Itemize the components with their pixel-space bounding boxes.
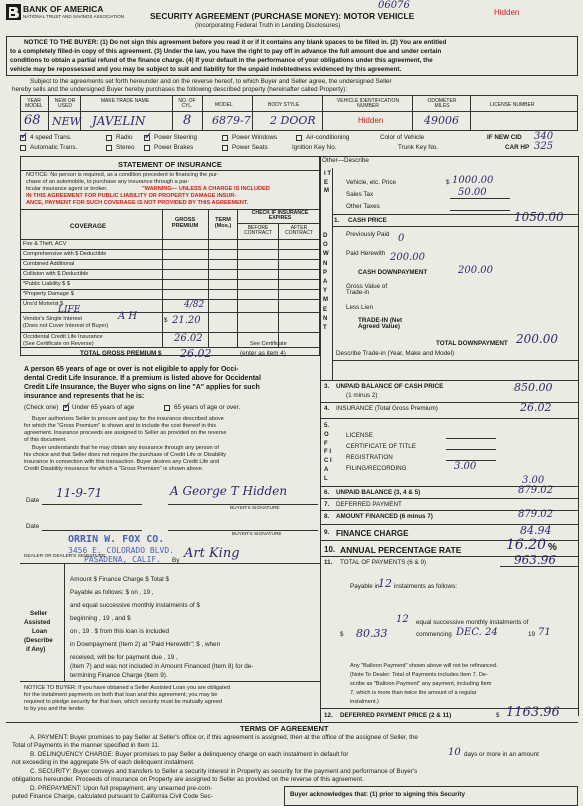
r-item10-label: ANNUAL PERCENTAGE RATE <box>340 545 462 555</box>
col-after: AFTER CONTRACT <box>285 225 313 236</box>
r-item5-total: 3.00 <box>522 475 545 486</box>
r-paid-herewith-label: Paid Herewith <box>346 250 386 257</box>
auth-line-7: insurance in connection with this transaction. Buyer desires any Credit Life and <box>24 459 220 465</box>
ins-row-property: *Property Damage $ <box>23 291 74 297</box>
opt-power-brakes: Power Brakes <box>154 144 194 151</box>
dealer-stamp-3: PASADENA, CALIF. <box>84 555 162 564</box>
loan-notice-3: required to pledge security for that loan, which security must be mutually agreed <box>24 699 223 705</box>
loan-side-4: (Describe <box>24 637 53 644</box>
opt-automatic: Automatic Trans. <box>30 144 78 151</box>
age-line-1: A person 65 years of age or over is not eligible to apply for Occi- <box>24 366 239 373</box>
r-balloon-5: instalment.) <box>350 699 379 705</box>
r-monthly-dollar: $ <box>340 631 344 638</box>
r-vehicle-price-dollar: $ <box>446 179 450 186</box>
col-gross: GROSS PREMIUM <box>171 217 199 229</box>
ins-life-term-hw: 4/82 <box>184 300 205 310</box>
terms-b1-days: 10 <box>448 747 461 758</box>
dealer-stamp-2: 3456 E. COLORADO BLVD. <box>68 546 174 555</box>
loan-line-3: and equal successive monthly instalments of $ <box>70 602 200 609</box>
loan-line-9: termining Finance Charge (Item 9). <box>70 672 168 679</box>
ins-life-hw: LIFE <box>58 305 81 315</box>
auth-line-4: of this document. <box>24 437 67 443</box>
opt-car-hp-label: CAR HP <box>505 144 530 151</box>
r-item12: 1163.96 <box>506 705 560 720</box>
r-sales-tax-label: Sales Tax <box>346 191 374 198</box>
checkbox-power-brakes[interactable] <box>144 145 150 151</box>
vh-license: LICENSE NUMBER <box>490 102 535 108</box>
opt-stereo: Stereo <box>116 144 135 151</box>
vh-year: YEAR MODEL <box>25 98 43 109</box>
terms-c2: obligations hereunder. Proceeds of insurance on Property are assigned to Seller as provided on the reverse of this agreement. <box>12 776 364 783</box>
r-item7-label: DEFERRED PAYMENT <box>336 501 402 508</box>
other-describe-label: Other—Describe <box>322 157 369 164</box>
vehicle-new-used: NEW <box>52 115 81 128</box>
r-filing: 3.00 <box>454 461 477 472</box>
vehicle-make: JAVELIN <box>92 114 146 128</box>
ins-row-collision: Collision with $ Deductible <box>23 271 89 277</box>
form-title: SECURITY AGREEMENT (PURCHASE MONEY): MOTOR VEHICLE <box>150 11 415 21</box>
bank-name: BANK OF AMERICA <box>23 4 104 14</box>
terms-d2: puted Finance Charge, calculated pursuant to California Civil Code Sec- <box>12 793 213 800</box>
notice-box <box>6 36 578 76</box>
loan-side-2: Assisted <box>24 619 51 626</box>
loan-line-6: in Downpayment (Item 2) at "Paid Herewith"; $ , when <box>70 641 221 648</box>
vh-body: BODY STYLE <box>268 102 300 108</box>
r-total-down-label: TOTAL DOWNPAYMENT <box>436 340 508 347</box>
terms-c1: C. SECURITY: Buyer conveys and transfers to Seller a security interest in Property as security for the payment and performance of Buyer's <box>30 768 418 775</box>
dealer-stamp-1: ORRIN W. FOX CO. <box>68 534 165 545</box>
age-line-4: insurance and represents that he is: <box>24 393 145 400</box>
r-vehicle-price: 1000.00 <box>452 175 494 186</box>
checkbox-power-steering[interactable] <box>144 135 150 141</box>
opt-power-seats: Power Seats <box>232 144 268 151</box>
buyer-sig-label-2: BUYER'S SIGNATURE <box>232 532 282 537</box>
ins-vsi-value: 21.20 <box>172 315 201 326</box>
auth-line-5: Buyer understands that he may obtain any insurance through any person of <box>32 445 219 451</box>
vh-model: MODEL <box>215 102 233 108</box>
vh-cyl: NO. OF CYL. <box>178 98 196 109</box>
r-item11-num: 11. <box>324 559 333 566</box>
r-monthly-amount: 80.33 <box>356 627 388 640</box>
ins-warning-2: IN THIS AGREEMENT FOR PUBLIC LIABILITY OR PROPERTY DAMAGE INSUR- <box>26 193 237 199</box>
vh-new-used: NEW OR USED <box>54 98 76 109</box>
r-item11: 963.96 <box>514 553 556 567</box>
r-payable-suffix: instalments as follows: <box>394 583 457 590</box>
r-registration-label: REGISTRATION <box>346 454 393 461</box>
r-item4: 26.02 <box>520 401 552 414</box>
buyer-sig-label: BUYER'S SIGNATURE <box>230 506 280 511</box>
loan-line-4: beginning , 19 , and $ <box>70 615 131 622</box>
r-item8-num: 8. <box>324 513 330 520</box>
r-commencing-date: DEC. 24 <box>456 627 498 638</box>
fees-letter-col: 5. O F F I C I A L <box>324 423 332 482</box>
loan-side-1: Seller <box>30 610 48 617</box>
insurance-heading: STATEMENT OF INSURANCE <box>118 160 222 169</box>
r-cash-price: 1050.00 <box>514 210 564 224</box>
r-cash-down: 200.00 <box>458 265 493 276</box>
ins-total-note: (enter as item 4) <box>240 350 286 357</box>
checkbox-power-windows[interactable] <box>222 135 228 141</box>
r-other-taxes-label: Other Taxes <box>346 203 380 210</box>
notice-line-4: vehicle may be repossessed and you may be subject to suit and liability for the unpaid indebtedness evidenced by this agreement. <box>10 66 402 73</box>
checkbox-automatic[interactable] <box>20 145 26 151</box>
r-cert-title-label: CERTIFICATE OF TITLE <box>346 443 416 450</box>
loan-side-3: Loan <box>32 628 48 635</box>
r-payable-count: 12 <box>378 577 392 590</box>
r-item3-sub: (1 minus 2) <box>346 392 378 399</box>
r-less-lien-label: Less Lien <box>346 304 373 311</box>
terms-b2: not exceeding in the aggregate 5% of each delinquent instalment. <box>12 759 195 766</box>
r-item9-label: FINANCE CHARGE <box>336 529 409 538</box>
age-line-2: dental Credit Life Insurance. If a premium is listed above for Occidental <box>24 375 261 382</box>
r-total-down: 200.00 <box>516 332 558 346</box>
item-letter-col: I T E M <box>324 171 331 194</box>
ins-see-certificate: See Certificate <box>250 341 287 347</box>
r-commencing-19: 19 <box>528 631 536 638</box>
r-paid-herewith: 200.00 <box>390 252 425 263</box>
loan-notice-2: for the instalment payments on both that loan and this agreement; you may be <box>24 692 218 698</box>
r-commencing-label: commencing <box>416 631 452 638</box>
ins-notice-2: chase of an automobile, to purchase any insurance through a par- <box>26 179 190 185</box>
vh-vin: VEHICLE IDENTIFICATION NUMBER <box>336 98 400 109</box>
checkbox-stereo[interactable] <box>106 145 112 151</box>
auth-line-2: for which the "Gross Premium" is shown and to include the cost thereof in this <box>24 423 217 429</box>
checkbox-air[interactable] <box>296 135 302 141</box>
vehicle-year: 68 <box>24 113 41 128</box>
bank-logo-icon <box>6 4 21 20</box>
auth-line-6: his choice and that Seller does not require the purchase of Credit Life or Disability <box>24 452 227 458</box>
r-item4-label: INSURANCE (Total Gross Premium) <box>336 405 438 412</box>
checkbox-over-65[interactable] <box>164 405 170 411</box>
loan-line-7: received, will be for payment due , 19 , <box>70 654 178 661</box>
ins-row-comprehensive: Comprehensive with $ Deductible <box>23 251 107 257</box>
vh-make: MAKE TRADE NAME <box>100 98 150 104</box>
vehicle-model: 6879-7 <box>212 114 251 127</box>
opt-4speed: 4 speed Trans. <box>30 134 72 141</box>
by-signature-hw: Art King <box>184 546 240 561</box>
checkbox-under-65[interactable] <box>63 405 69 411</box>
ins-total-label: TOTAL GROSS PREMIUM $ <box>80 350 162 357</box>
r-prev-paid: 0 <box>398 233 405 244</box>
r-balloon-3: scribe as "Balloon Payment" any payment, including Item <box>350 681 492 687</box>
r-describe-trade: Describe Trade-in (Year, Make and Model) <box>336 350 455 357</box>
r-equal-label: equal successive monthly instalments of <box>416 619 529 626</box>
loan-side-5: if Any) <box>26 646 46 653</box>
ins-ocli-label: Occidental Credit Life Insurance <box>23 334 103 340</box>
r-item12-dollar: $ <box>496 712 500 719</box>
r-item6-num: 6. <box>324 489 330 496</box>
opt-ignition-label: Ignition Key No. <box>292 144 337 151</box>
loan-line-5: on , 19 . $ from this loan is included <box>70 628 170 635</box>
r-trade-in-label: TRADE-IN (Net Agreed Value) <box>358 317 403 331</box>
r-cash-down-label: CASH DOWNPAYMENT <box>358 269 428 276</box>
terms-b1-end: days or more in an amount <box>464 751 539 758</box>
terms-d1: D. PREPAYMENT: Upon full prepayment, any unearned pre-com- <box>30 785 213 792</box>
sig-date2-label: Date <box>26 523 40 530</box>
buyer-signature-hw: A George T Hidden <box>170 484 288 498</box>
sig-date-label: Date <box>26 497 40 504</box>
opt-new-cid-label: IF NEW CID <box>487 134 522 141</box>
check-one-label: (Check one) <box>24 404 59 411</box>
opt-radio: Radio <box>116 134 133 141</box>
r-item8-label: AMOUNT FINANCED (6 minus 7) <box>336 513 433 520</box>
r-gross-value-label: Gross Value of Trade-in <box>346 283 388 297</box>
ins-notice-3: ticular insurance agent or broker. <box>26 186 108 192</box>
vehicle-vin: Hidden <box>358 116 384 125</box>
sub-notice-2: hereby sells and the undersigned Buyer hereby purchases the following described property (hereinafter called Property): <box>12 86 347 93</box>
r-license-label: LICENSE <box>346 432 373 439</box>
auth-line-3: agreement. Insurance proceeds are assigned to Seller as provided on the reverse <box>24 430 227 436</box>
col-coverage: COVERAGE <box>70 223 107 230</box>
opt-car-hp-value: 325 <box>534 141 554 152</box>
r-item7-num: 7. <box>324 501 330 508</box>
r-balloon-1: Any "Balloon Payment" shown above will not be refinanced. <box>350 663 498 669</box>
r-balloon-2: (Note To Dealer: Total of Payments includes Item 7. De- <box>350 672 488 678</box>
r-equal-count: 12 <box>396 614 409 625</box>
r-balloon-4: 7, which is more than twice the amount of a regular <box>350 690 477 696</box>
loan-notice-1: NOTICE TO BUYER: If you have obtained a Seller Assisted Loan you are obligated <box>24 685 230 691</box>
opt-air: Air-conditioning <box>306 134 350 141</box>
r-item3: 850.00 <box>514 381 553 394</box>
sig-date-hw: 11-9-71 <box>56 486 103 500</box>
loan-notice-4: to by you and the lender. <box>24 706 86 712</box>
vehicle-odometer: 49006 <box>424 114 459 127</box>
r-payable-label: Payable in <box>350 583 380 590</box>
r-vehicle-price-label: Vehicle, etc. Price <box>346 179 397 186</box>
ins-row-fire: Fire & Theft, ACV <box>23 241 67 247</box>
by-label: By <box>172 557 180 564</box>
checkbox-4speed[interactable] <box>20 135 26 141</box>
age-line-3: Credit Life Insurance, the Buyer who signs on line "A" applies for such <box>24 384 260 391</box>
col-before: BEFORE CONTRACT <box>244 225 272 236</box>
r-item6: 879.02 <box>518 485 553 496</box>
opt-color-label: Color of Vehicle <box>380 134 425 141</box>
r-item3-label: UNPAID BALANCE OF CASH PRICE <box>336 383 444 390</box>
r-item12-label: DEFERRED PAYMENT PRICE (2 & 11) <box>340 712 452 719</box>
r-cash-price-label: CASH PRICE <box>348 217 387 224</box>
ins-vsi-dollar: $ <box>164 317 168 324</box>
form-subtitle: (Incorporating Federal Truth in Lending Disclosures) <box>195 22 341 29</box>
ins-row-public: *Public Liability $ $ <box>23 281 70 287</box>
notice-line-2: to a completely filled-in copy of this agreement. (3) Under the law, you have the right to pay off in advance the full amount due and under certain <box>10 48 442 55</box>
col-check: CHECK IF INSURANCE EXPIRES <box>251 210 309 222</box>
over65-label: 65 years of age or over. <box>174 404 241 411</box>
opt-power-steering: Power Steering <box>154 134 198 141</box>
loan-line-1: Amount $ Finance Charge $ Total $ <box>70 576 169 583</box>
vehicle-cyl: 8 <box>183 113 192 128</box>
r-item10-percent: % <box>548 542 557 553</box>
checkbox-power-seats[interactable] <box>222 145 228 151</box>
terms-b1: B. DELINQUENCY CHARGE: Buyer promises to pay Seller a delinquency charge on each instalment in default for <box>30 751 349 758</box>
handwritten-form-number: 06076 <box>378 0 410 11</box>
ins-warning-1: "WARNING— UNLESS A CHARGE IS INCLUDED <box>142 186 270 192</box>
opt-new-cid-value: 340 <box>534 131 554 142</box>
ins-vsi-label: Vendor's Single Interest <box>23 316 82 322</box>
notice-line-3: conditions to obtain a partial refund of the finance charge. (4) If your default in the performance of your obligations under this agreement, the <box>10 57 433 64</box>
bank-sub: NATIONAL TRUST AND SAVINGS ASSOCIATION <box>23 14 124 19</box>
r-item9: 84.94 <box>520 524 552 537</box>
ins-vsi-label2: (Does not Cover Interest of Buyer) <box>23 323 109 329</box>
checkbox-radio[interactable] <box>106 135 112 141</box>
opt-trunk-label: Trunk Key No. <box>398 144 439 151</box>
ins-row-unsd: Uns'd Motorist $ <box>23 301 64 307</box>
ins-vsi-hw: A H <box>118 311 138 322</box>
sub-notice-1: Subject to the agreements set forth hereunder and on the reverse hereof, to which Buyer and Seller agree, the undersigned Seller <box>30 78 392 85</box>
ins-ocli-label2: (See Certificate on Reverse) <box>23 341 94 347</box>
r-item9-num: 9. <box>324 529 330 536</box>
terms-a1: A. PAYMENT: Buyer promises to pay Seller at Seller's office or, if this agreement is assigned, then at the office of the assignee of Seller, the <box>30 734 418 741</box>
r-prev-paid-label: Previously Paid <box>346 231 390 238</box>
col-term: TERM (Mos.) <box>214 217 232 229</box>
r-sales-tax: 50.00 <box>458 187 487 198</box>
r-item1-num: 1. <box>334 217 340 224</box>
r-filing-label: FILING/RECORDING <box>346 465 407 472</box>
terms-heading: TERMS OF AGREEMENT <box>240 724 329 733</box>
r-item3-num: 3. <box>324 383 330 390</box>
notice-line-1: NOTICE TO THE BUYER: (1) Do not sign this agreement before you read it or if it contains any blank spaces to be filled in. (2) You are entitled <box>24 39 447 46</box>
ins-warning-3: ANCE, PAYMENT FOR SUCH COVERAGE IS NOT PROVIDED BY THIS AGREEMENT. <box>26 200 249 206</box>
r-item12-num: 12. <box>324 712 333 719</box>
r-commencing-year: 71 <box>538 627 551 638</box>
ins-total-value: 26.02 <box>180 347 212 360</box>
under65-label: Under 65 years of age <box>72 404 135 411</box>
r-item10-num: 10. <box>324 545 336 554</box>
ins-ocli-value: 26.02 <box>174 333 203 344</box>
r-item6-label: UNPAID BALANCE (3, 4 & 5) <box>336 489 421 496</box>
r-item10: 16.20 <box>506 537 547 553</box>
loan-line-2: Payable as follows: $ on , 19 , <box>70 589 154 596</box>
loan-line-8: (Item 7) and was not included in Amount Financed (Item 8) for de- <box>70 663 254 670</box>
auth-line-1: Buyer authorizes Seller to procure and pay for the insurance described above <box>32 416 224 422</box>
terms-bottom-right: Buyer acknowledges that: (1) prior to signing this Security <box>290 791 465 798</box>
auth-line-8: Credit Disability insurance for which a "Gross Premium" is shown above. <box>24 466 204 472</box>
terms-a2: Total of Payments in the manner specified in Item 11. <box>12 742 160 749</box>
r-item11-label: TOTAL OF PAYMENTS (6 & 9) <box>340 559 427 566</box>
opt-power-windows: Power Windows <box>232 134 278 141</box>
r-item4-num: 4. <box>324 405 330 412</box>
r-item8: 879.02 <box>518 509 553 520</box>
dealer-label: DEALER OR DEALER'S SIGNATURE <box>24 554 106 559</box>
downpayment-letter-col: D O W N P A Y M E N T <box>323 233 329 332</box>
ins-notice-1: NOTICE: No person is required, as a condition precedent to financing the pur- <box>26 172 219 178</box>
vh-odometer: ODOMETER MILES <box>427 98 457 109</box>
ins-row-combined: Combined Additional <box>23 261 75 267</box>
hidden-label-top: Hidden <box>494 8 520 17</box>
vehicle-body: 2 DOOR <box>270 114 316 127</box>
